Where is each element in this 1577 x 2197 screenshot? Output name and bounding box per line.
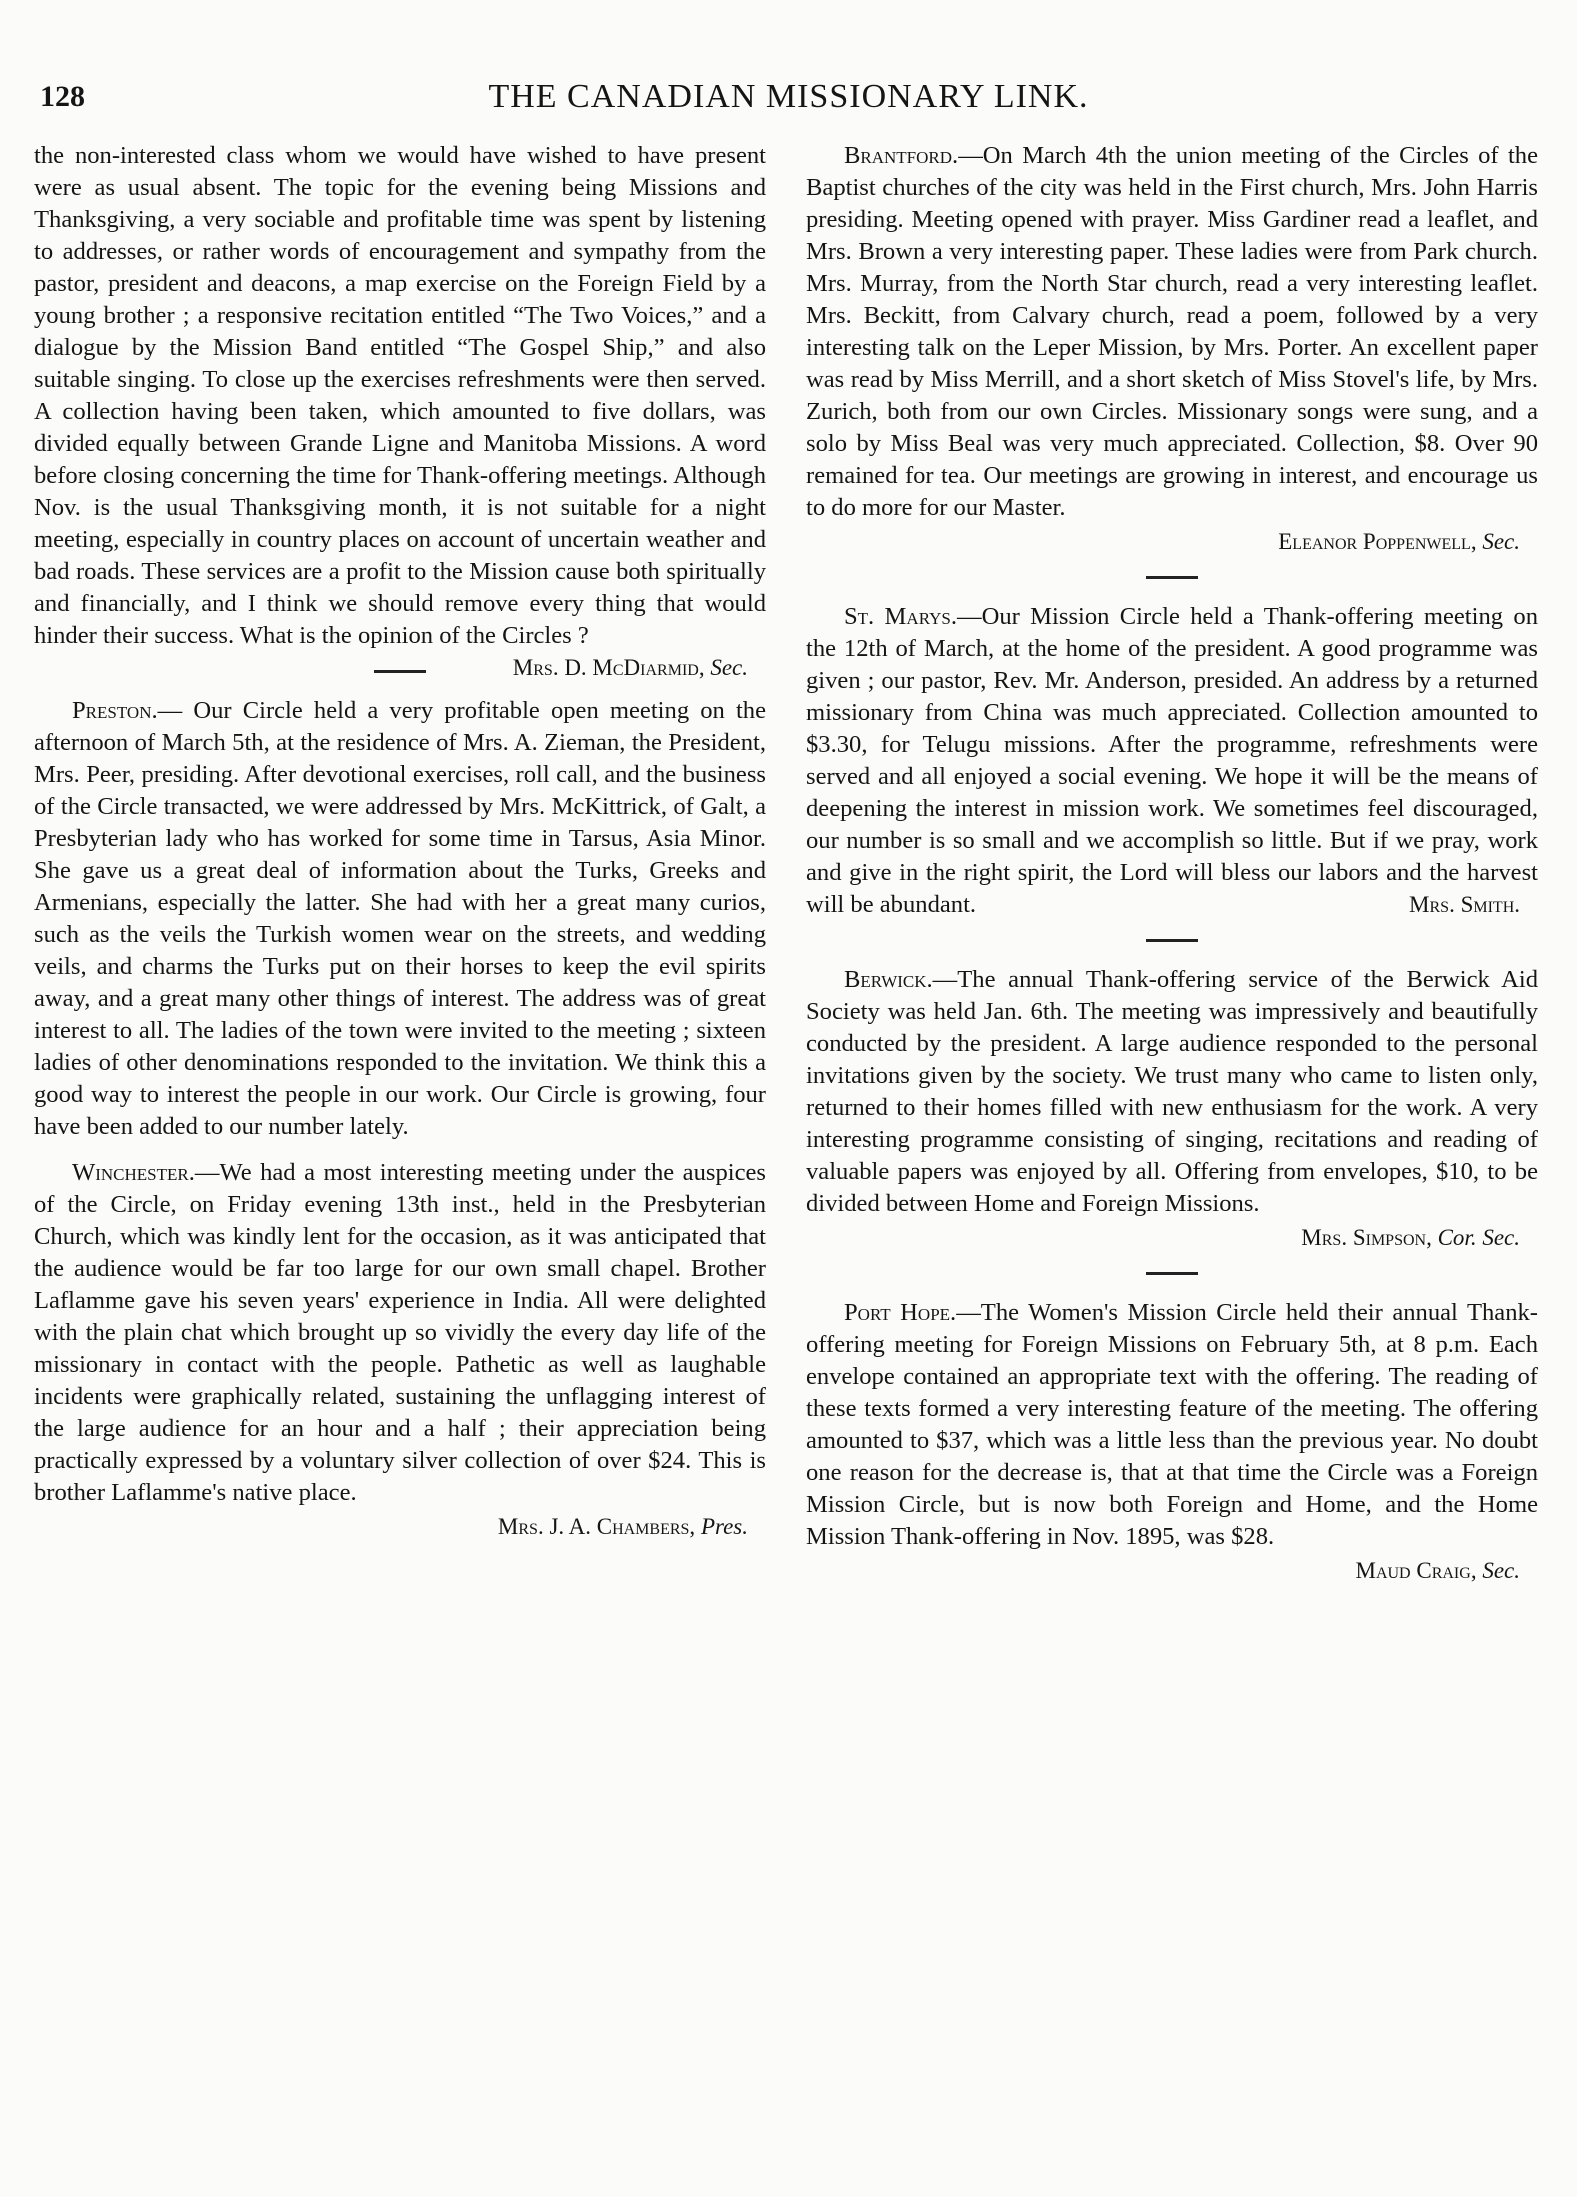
report-text	[806, 140, 1538, 524]
report-place: St. Marys.	[844, 603, 957, 630]
report-text	[806, 601, 1538, 921]
page-header	[40, 80, 1537, 130]
section-divider	[374, 670, 426, 673]
section-divider	[1146, 1272, 1198, 1275]
report-text	[34, 1157, 766, 1509]
report-preston	[34, 695, 766, 1143]
report-body: —On March 4th the union meeting of the Circles of the Baptist churches of the city was held in the First church, Mrs. John Harris presiding. Meeting opened with prayer. Miss Gardiner read a leaflet, and Mrs. Brown a very interesting paper. These ladies were from Park church. Mrs. Murray, from the North Star church, read a very interesting leaflet. Mrs. Beckitt, from Calvary church, read a poem, followed by a very interesting talk on the Leper Mission, by Mrs. Porter. An excellent paper was read by Miss Merrill, and a short sketch of Miss Stovel's life, by Mrs. Zurich, both from our own Circles. Missionary songs were sung, and a solo by Miss Beal was very much appreciated. Collection, $8. Over 90 remained for tea. Our meetings are growing in interest, and encourage us to do more for our Master.	[806, 142, 1538, 521]
report-place: Brantford.	[844, 142, 959, 169]
report-text	[806, 1297, 1538, 1553]
continuation-text: the non-interested class whom we would have wished to have present were as usual absent. The topic for the evening being Missions and Thanksgiving, a very sociable and profitable time was spent by listening to addresses, or rather words of encouragement and sympathy from the pastor, president and deacons, a map exercise on the Foreign Field by a young brother ; a responsive recitation entitled “The Two Voices,” and a dialogue by the Mission Band entitled “The Gospel Ship,” and also suitable singing. To close up the exercises refreshments were then served. A collection having been taken, which amounted to five dollars, was divided equally between Grande Ligne and Manitoba Missions. A word before closing concerning the time for Thank-offering meetings. Although Nov. is the usual Thanksgiving month, it is not suitable for a night meeting, especially in country places on account of uncertain weather and bad roads. These services are a profit to the Mission cause both spiritually and financially, and I think we should remove every thing that would hinder their success. What is the opinion of the Circles ?	[34, 142, 766, 649]
continuation-paragraph	[34, 140, 766, 680]
report-place: Winchester.	[72, 1159, 195, 1186]
report-signature: Mrs. J. A. Chambers, Pres.	[497, 1514, 748, 1539]
report-berwick	[806, 964, 1538, 1254]
report-body: — Our Circle held a very profitable open meeting on the afternoon of March 5th, at the residence of Mrs. A. Zieman, the President, Mrs. Peer, presiding. After devotional exercises, roll call, and the business of the Circle transacted, we were addressed by Mrs. McKittrick, of Galt, a Presbyterian lady who has worked for some time in Tarsus, Asia Minor. She gave us a great deal of information about the Turks, Greeks and Armenians, especially the latter. She had with her a great many curios, such as the veils the Turkish women wear on the streets, and wedding veils, and charms the Turks put on their horses to keep the evil spirits away, and a great many other things of interest. The address was of great interest to all. The ladies of the town were invited to the meeting ; sixteen ladies of other denominations responded to the invitation. We think this a good way to interest the people in our work. Our Circle is growing, four have been added to our number lately.	[34, 697, 766, 1140]
right-column	[806, 140, 1538, 1587]
report-signature: Mrs. Simpson, Cor. Sec.	[1301, 1225, 1520, 1250]
report-text	[806, 964, 1538, 1220]
report-place: Berwick.	[844, 966, 933, 993]
page-number: 128	[40, 80, 85, 113]
report-body: —Our Mission Circle held a Thank-offering meeting on the 12th of March, at the home of the president. A good programme was given ; our pastor, Rev. Mr. Anderson, presided. An address by a returned missionary from China was much appreciated. Collection amounted to $3.30, for Telugu missions. After the programme, refreshments were served and all enjoyed a social evening. We hope it will be the means of deepening the interest in mission work. We sometimes feel discouraged, our number is so small and we accomplish so little. But if we pray, work and give in the right spirit, the Lord will bless our labors and the harvest will be abundant.	[806, 603, 1538, 918]
report-signature: Maud Craig, Sec.	[1355, 1558, 1520, 1583]
report-text	[34, 695, 766, 1143]
report-brantford	[806, 140, 1538, 558]
report-place: Port Hope.	[844, 1299, 957, 1326]
report-port-hope	[806, 1297, 1538, 1587]
journal-title: THE CANADIAN MISSIONARY LINK.	[488, 78, 1089, 115]
spacer	[34, 1143, 766, 1157]
section-divider	[1146, 576, 1198, 579]
continuation-signature: Mrs. D. McDiarmid, Sec.	[512, 655, 748, 680]
report-place: Preston.	[72, 697, 158, 724]
report-body: —The annual Thank-offering service of the Berwick Aid Society was held Jan. 6th. The meeting was impressively and beautifully conducted by the president. A large audience responded to the personal invitations given by the society. We trust many who came to listen only, returned to their homes filled with new enthusiasm for the work. A very interesting programme consisting of singing, recitations and reading of valuable papers was enjoyed by all. Offering from envelopes, $10, to be divided between Home and Foreign Missions.	[806, 966, 1538, 1217]
report-body: —The Women's Mission Circle held their annual Thank-offering meeting for Foreign Missions on February 5th, at 8 p.m. Each envelope contained an appropriate text with the offering. The reading of these texts formed a very interesting feature of the meeting. The offering amounted to $37, which was a little less than the previous year. No doubt one reason for the decrease is, that at that time the Circle was a Foreign Mission Circle, but is now both Foreign and Home, and the Home Mission Thank-offering in Nov. 1895, was $28.	[806, 1299, 1538, 1550]
report-signature: Mrs. Smith.	[1409, 892, 1520, 917]
report-signature: Eleanor Poppenwell, Sec.	[1278, 529, 1520, 554]
section-divider	[1146, 939, 1198, 942]
left-column	[34, 140, 766, 1543]
report-st-marys	[806, 601, 1538, 921]
report-winchester	[34, 1157, 766, 1543]
report-body: —We had a most interesting meeting under the auspices of the Circle, on Friday evening 13th inst., held in the Presbyterian Church, which was kindly lent for the occasion, as it was anticipated that the audience would be far too large for our own small chapel. Brother Laflamme gave his seven years' experience in India. All were delighted with the plain chat which brought up so vividly the every day life of the missionary in contact with the people. Pathetic as well as laughable incidents were graphically related, sustaining the unflagging interest of the large audience for an hour and a half ; their appreciation being practically expressed by a voluntary silver collection of over $24. This is brother Laflamme's native place.	[34, 1159, 766, 1506]
